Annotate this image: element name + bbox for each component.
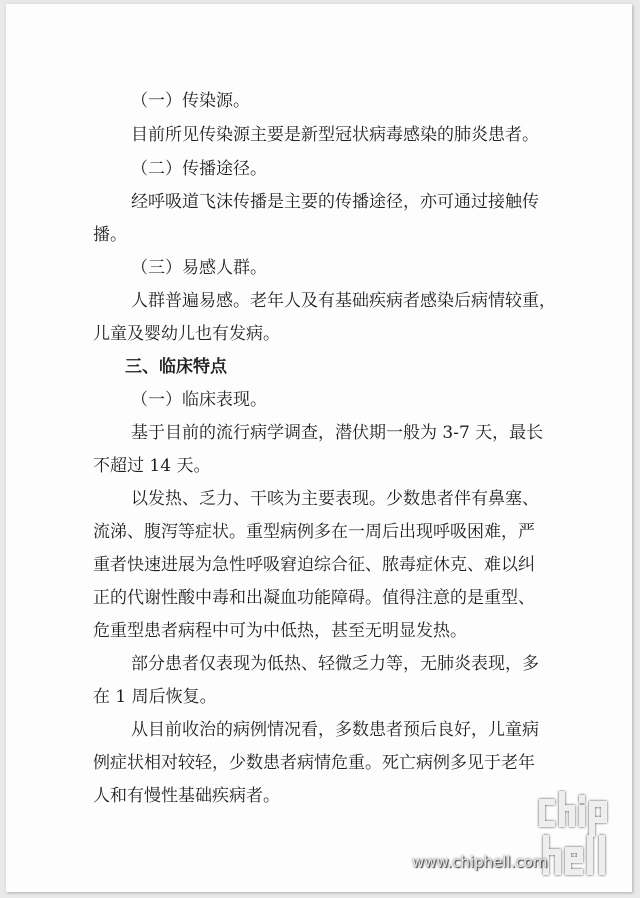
paragraph-line: 人群普遍易感。老年人及有基础疾病者感染后病情较重， xyxy=(131,291,556,311)
section-heading-clinical-features: 三、临床特点 xyxy=(125,357,227,377)
paragraph-line: 例症状相对较轻，少数患者病情危重。死亡病例多见于老年 xyxy=(93,753,535,773)
subheading-clinical-manifestations: （一）临床表现。 xyxy=(131,390,267,410)
paragraph-line: 从目前收治的病例情况看，多数患者预后良好，儿童病 xyxy=(131,720,539,740)
subheading-transmission-route: （二）传播途径。 xyxy=(131,159,267,179)
paragraph-line: 目前所见传染源主要是新型冠状病毒感染的肺炎患者。 xyxy=(131,125,539,145)
paragraph-line: 以发热、乏力、干咳为主要表现。少数患者伴有鼻塞、 xyxy=(131,489,539,509)
subheading-susceptible-population: （三）易感人群。 xyxy=(131,258,267,278)
paragraph-line: 播。 xyxy=(93,225,127,245)
paragraph-line: 基于目前的流行病学调查，潜伏期一般为 3-7 天，最长 xyxy=(131,423,544,443)
document-page xyxy=(6,4,632,892)
paragraph-line: 人和有慢性基础疾病者。 xyxy=(93,786,280,806)
chiphell-watermark-logo xyxy=(532,790,632,890)
paragraph-line: 流涕、腹泻等症状。重型病例多在一周后出现呼吸困难，严 xyxy=(93,522,535,542)
paragraph-line: 儿童及婴幼儿也有发病。 xyxy=(93,324,280,344)
subheading-infection-source: （一）传染源。 xyxy=(131,91,250,111)
paragraph-line: 正的代谢性酸中毒和出凝血功能障碍。值得注意的是重型、 xyxy=(93,588,535,608)
paragraph-line: 危重型患者病程中可为中低热，甚至无明显发热。 xyxy=(93,621,467,641)
paragraph-line: 不超过 14 天。 xyxy=(93,456,211,476)
paragraph-line: 部分患者仅表现为低热、轻微乏力等，无肺炎表现，多 xyxy=(131,654,539,674)
watermark-url: www.chiphell.com xyxy=(412,853,548,871)
paragraph-line: 重者快速进展为急性呼吸窘迫综合征、脓毒症休克、难以纠 xyxy=(93,555,535,575)
paragraph-line: 在 1 周后恢复。 xyxy=(93,687,217,707)
paragraph-line: 经呼吸道飞沫传播是主要的传播途径，亦可通过接触传 xyxy=(131,192,539,212)
